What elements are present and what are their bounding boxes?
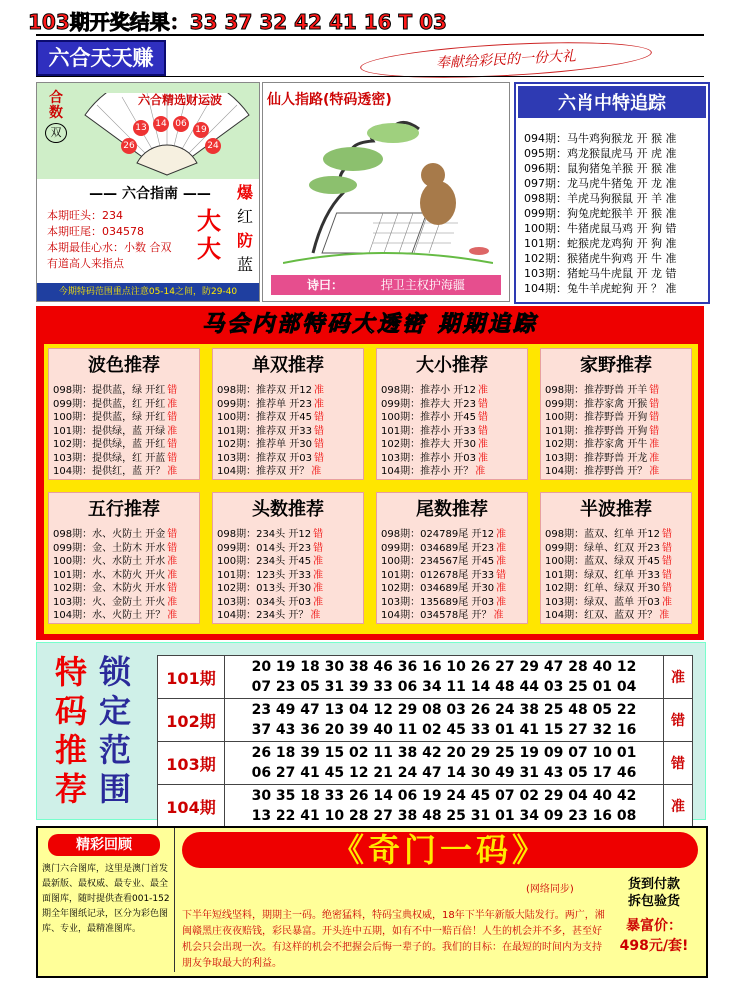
box-row: 102期：红单、绿双 开30 错 xyxy=(545,583,672,594)
result-cell: 准 xyxy=(664,656,693,699)
cod-label: 货到付款 拆包验货 xyxy=(627,877,680,909)
big-mark: 大 大 xyxy=(197,207,221,263)
numbers-cell: 23 49 47 13 04 12 29 08 03 26 24 38 25 48 05 22 37 43 36 20 39 40 11 02 45 33 01 41 15 27 32 16 xyxy=(225,699,664,742)
fan-ball: 14 xyxy=(153,111,169,132)
fairy-guide-panel xyxy=(262,82,510,302)
list-item: 104期：兔牛羊虎蛇狗 开 ？ 准 xyxy=(524,282,677,295)
box-row: 104期：234头 开？ 准 xyxy=(217,610,321,621)
box-row: 103期：绿双、蓝单 开03 准 xyxy=(545,596,672,608)
box-row: 103期：推荐双 开03 错 xyxy=(217,452,324,464)
period-cell: 101期 xyxy=(158,656,225,699)
divider xyxy=(36,76,704,77)
box-row: 101期：绿双、红单 开33 错 xyxy=(545,569,672,581)
fan-ball: 13 xyxy=(133,115,149,136)
box-row: 104期：提供红，蓝 开？ 准 xyxy=(53,466,178,477)
result-cell: 准 xyxy=(664,785,693,828)
box-row: 101期：推荐小 开33 错 xyxy=(381,425,488,437)
box-row: 099期：推荐大 开23 错 xyxy=(381,398,488,410)
list-item: 095期：鸡龙猴鼠虎马 开 虎 准 xyxy=(524,147,677,160)
box-row: 104期：推荐野兽 开？ 准 xyxy=(545,466,660,477)
list-item: 097期：龙马虎牛猪兔 开 龙 准 xyxy=(524,177,677,190)
box-title: 单双推荐 xyxy=(252,355,324,376)
box-row: 099期：034689尾 开23 准 xyxy=(381,542,507,554)
box-row: 102期：013头 开30 准 xyxy=(217,583,324,594)
recommend-grid xyxy=(44,344,698,634)
recommend-box xyxy=(376,348,528,480)
box-row: 100期：推荐野兽 开狗 错 xyxy=(545,412,660,423)
network-sync: (网络同步) xyxy=(526,884,574,895)
box-row: 102期：034689尾 开30 准 xyxy=(381,583,507,594)
box-row: 098期：水、火防土 开金 错 xyxy=(53,529,178,540)
list-item: 099期：狗兔虎蛇猴羊 开 猴 准 xyxy=(524,207,677,220)
box-row: 100期：推荐小 开45 错 xyxy=(381,412,488,423)
box-row: 103期：034头 开03 准 xyxy=(217,596,324,608)
numbers-cell: 20 19 18 30 38 46 36 16 10 26 27 29 47 28 40 12 07 23 05 31 39 33 06 34 11 14 48 44 03 25 01 04 xyxy=(225,656,664,699)
vertical-title: 特 锁 码 定 推 范 荐 围 xyxy=(55,653,132,808)
logo: 六合天天赚 xyxy=(36,40,166,76)
recommend-box xyxy=(540,348,692,480)
fan-ball: 06 xyxy=(173,111,189,132)
box-row: 104期：034578尾 开？ 准 xyxy=(381,610,504,621)
box-row: 103期：推荐野兽 开龙 准 xyxy=(545,452,660,464)
box-row: 100期：蓝双、绿双 开45 错 xyxy=(545,556,672,567)
box-row: 099期：金、土防木 开水 错 xyxy=(53,542,178,554)
box-row: 104期：推荐双 开？ 准 xyxy=(217,466,322,477)
box-row: 098期：推荐双 开12 准 xyxy=(217,385,324,396)
heshu-value: 双 xyxy=(45,123,67,143)
banner-title: 马会内部特码大透密 期期追踪 xyxy=(202,312,538,337)
box-row: 103期：135689尾 开03 准 xyxy=(381,596,507,608)
guide-line: 本期最佳心水：小数 合双 xyxy=(47,241,172,254)
box-row: 101期：推荐野兽 开狗 错 xyxy=(545,425,660,437)
table-row xyxy=(158,656,693,699)
boom-tips: 爆 红 防 蓝 xyxy=(236,183,253,274)
numbers-cell: 26 18 39 15 02 11 38 42 20 29 25 19 09 07 10 01 06 27 41 45 12 21 24 47 14 30 49 31 43 05 17 46 xyxy=(225,742,664,785)
box-row: 100期：提供蓝，绿 开红 错 xyxy=(53,412,178,423)
recommend-box xyxy=(376,492,528,624)
guide-line: 本期旺尾：034578 xyxy=(47,225,144,238)
fan-ball: 24 xyxy=(205,133,221,154)
list-item: 098期：羊虎马狗猴鼠 开 羊 准 xyxy=(524,192,677,205)
box-row: 100期：234567尾 开45 准 xyxy=(381,556,507,567)
box-row: 101期：提供绿，蓝 开绿 准 xyxy=(53,425,178,437)
box-row: 101期：推荐双 开33 错 xyxy=(217,425,324,437)
review-title: 精彩回顾 xyxy=(48,834,160,856)
fan-ball: 26 xyxy=(121,133,137,154)
box-title: 尾数推荐 xyxy=(416,499,488,520)
box-title: 半波推荐 xyxy=(580,499,652,520)
result-title: 103期开奖结果：33 37 32 42 41 16 T 03 xyxy=(28,10,447,34)
guide-line: 本期旺头：234 xyxy=(47,209,123,222)
recommend-box xyxy=(212,348,364,480)
box-row: 100期：推荐双 开45 错 xyxy=(217,412,324,423)
period-cell: 104期 xyxy=(158,785,225,828)
box-title: 五行推荐 xyxy=(88,499,160,520)
box-row: 103期：提供绿，红 开蓝 错 xyxy=(53,452,178,464)
box-row: 099期：推荐家禽 开猴 错 xyxy=(545,398,660,410)
box-title: 波色推荐 xyxy=(88,355,160,376)
price: 暴富价： 498元/套! xyxy=(619,918,689,954)
box-title: 头数推荐 xyxy=(252,499,324,520)
list-item: 094期：马牛鸡狗猴龙 开 猴 准 xyxy=(524,132,677,145)
six-guide-panel xyxy=(36,82,260,302)
heshu-label: 合数 xyxy=(49,90,63,121)
recommend-box xyxy=(48,492,200,624)
box-row: 102期：推荐单 开30 错 xyxy=(217,439,324,450)
divider xyxy=(36,34,704,36)
box-row: 101期：水、木防火 开火 准 xyxy=(53,569,178,581)
box-row: 101期：123头 开33 准 xyxy=(217,569,324,581)
review-column xyxy=(38,828,175,972)
recommend-box xyxy=(540,492,692,624)
box-row: 102期：提供绿，蓝 开红 错 xyxy=(53,439,178,450)
list-item: 103期：猪蛇马牛虎鼠 开 龙 错 xyxy=(524,267,677,280)
period-cell: 102期 xyxy=(158,699,225,742)
result-cell: 错 xyxy=(664,699,693,742)
qimen-ad-section xyxy=(36,826,708,978)
price-box xyxy=(608,876,700,972)
box-row: 099期：推荐单 开23 准 xyxy=(217,398,324,410)
box-row: 104期：红双、蓝双 开？ 准 xyxy=(545,610,670,621)
box-row: 098期：推荐小 开12 准 xyxy=(381,385,488,396)
lock-range-section xyxy=(36,642,706,824)
box-row: 103期：火、金防土 开火 准 xyxy=(53,596,178,608)
box-row: 102期：金、木防火 开水 错 xyxy=(53,583,178,594)
box-row: 098期：蓝双、红单 开12 错 xyxy=(545,529,672,540)
guide-title: —— 六合指南 —— xyxy=(89,186,211,202)
monkey-chess-illustration xyxy=(283,113,493,271)
promo-text: 下半年短线坚料，期期主一码。绝密猛料，特码宝典权威，18年下半年新版大陆发行。两广，湘闽赣黑庄夜夜赔钱，彩民暴富。开头连中五期，如有不中一赔百倍！人生的机会并不多，甚至好机会只会出现一次。有这样的机会不把握会后悔一辈子的。我们的目标：在最短的时间内为支持朋友争取最大的利益。 xyxy=(182,910,605,969)
table-row xyxy=(158,699,693,742)
internal-special-banner xyxy=(36,306,704,640)
box-row: 099期：提供蓝，红 开红 准 xyxy=(53,398,178,410)
box-title: 大小推荐 xyxy=(416,355,488,376)
result-cell: 错 xyxy=(664,742,693,785)
box-row: 100期：火、水防土 开水 准 xyxy=(53,556,178,567)
box-row: 101期：012678尾 开33 错 xyxy=(381,569,507,581)
box-row: 104期：水、火防土 开？ 准 xyxy=(53,610,178,621)
fan-ball: 19 xyxy=(193,117,209,138)
six-zodiac-panel xyxy=(514,82,710,304)
period-cell: 103期 xyxy=(158,742,225,785)
panel-title: 仙人指路(特码透密) xyxy=(267,92,392,108)
review-text: 澳门六合图库，这里是澳门首发最新版、最权威、最专业、最全面图库，随时提供查看001-152期全年图纸记录，区分为彩色图库、专业，最精准图库。 xyxy=(42,864,170,934)
list-item: 102期：猴猪虎牛狗鸡 开 牛 准 xyxy=(524,252,677,265)
fan-area xyxy=(37,83,259,179)
guide-line: 有道高人来指点 xyxy=(47,257,124,270)
box-row: 100期：234头 开45 准 xyxy=(217,556,324,567)
box-row: 098期：024789尾 开12 准 xyxy=(381,529,507,540)
box-title: 家野推荐 xyxy=(580,355,652,376)
recommend-box xyxy=(212,492,364,624)
box-row: 099期：绿单、红双 开23 错 xyxy=(545,542,672,554)
box-row: 098期：提供蓝，绿 开红 错 xyxy=(53,385,178,396)
list-item: 101期：蛇猴虎龙鸡狗 开 狗 准 xyxy=(524,237,677,250)
numbers-cell: 30 35 18 33 26 14 06 19 24 45 07 02 29 04 40 42 13 22 41 10 28 27 38 48 25 31 01 34 09 23 16 08 xyxy=(225,785,664,828)
list-item: 096期：鼠狗猪兔羊猴 开 猴 准 xyxy=(524,162,677,175)
table-row xyxy=(158,785,693,828)
box-row: 104期：推荐小 开？ 准 xyxy=(381,466,486,477)
box-row: 102期：推荐家禽 开牛 准 xyxy=(545,439,660,450)
box-row: 098期：234头 开12 错 xyxy=(217,529,324,540)
recommend-box xyxy=(48,348,200,480)
poem-bar: 诗曰： 捍卫主权护海疆 xyxy=(271,275,501,295)
number-table xyxy=(157,655,693,828)
box-row: 102期：推荐大 开30 准 xyxy=(381,439,488,450)
table-row xyxy=(158,742,693,785)
slogan: 奉献给彩民的一份大礼 xyxy=(359,36,652,83)
fan-title: 六合精选财运波 xyxy=(137,93,222,107)
box-row: 099期：014头 开23 错 xyxy=(217,542,324,554)
list-item: 100期：牛猪虎鼠马鸡 开 狗 错 xyxy=(524,222,677,235)
box-row: 103期：推荐小 开03 准 xyxy=(381,452,488,464)
box-row: 098期：推荐野兽 开羊 错 xyxy=(545,385,660,396)
panel-title: 六肖中特追踪 xyxy=(516,84,708,120)
qimen-title: 《奇门一码》 xyxy=(182,832,698,868)
range-footer: 今期特码范围重点注意05-14之间，防29-40 xyxy=(37,283,259,301)
